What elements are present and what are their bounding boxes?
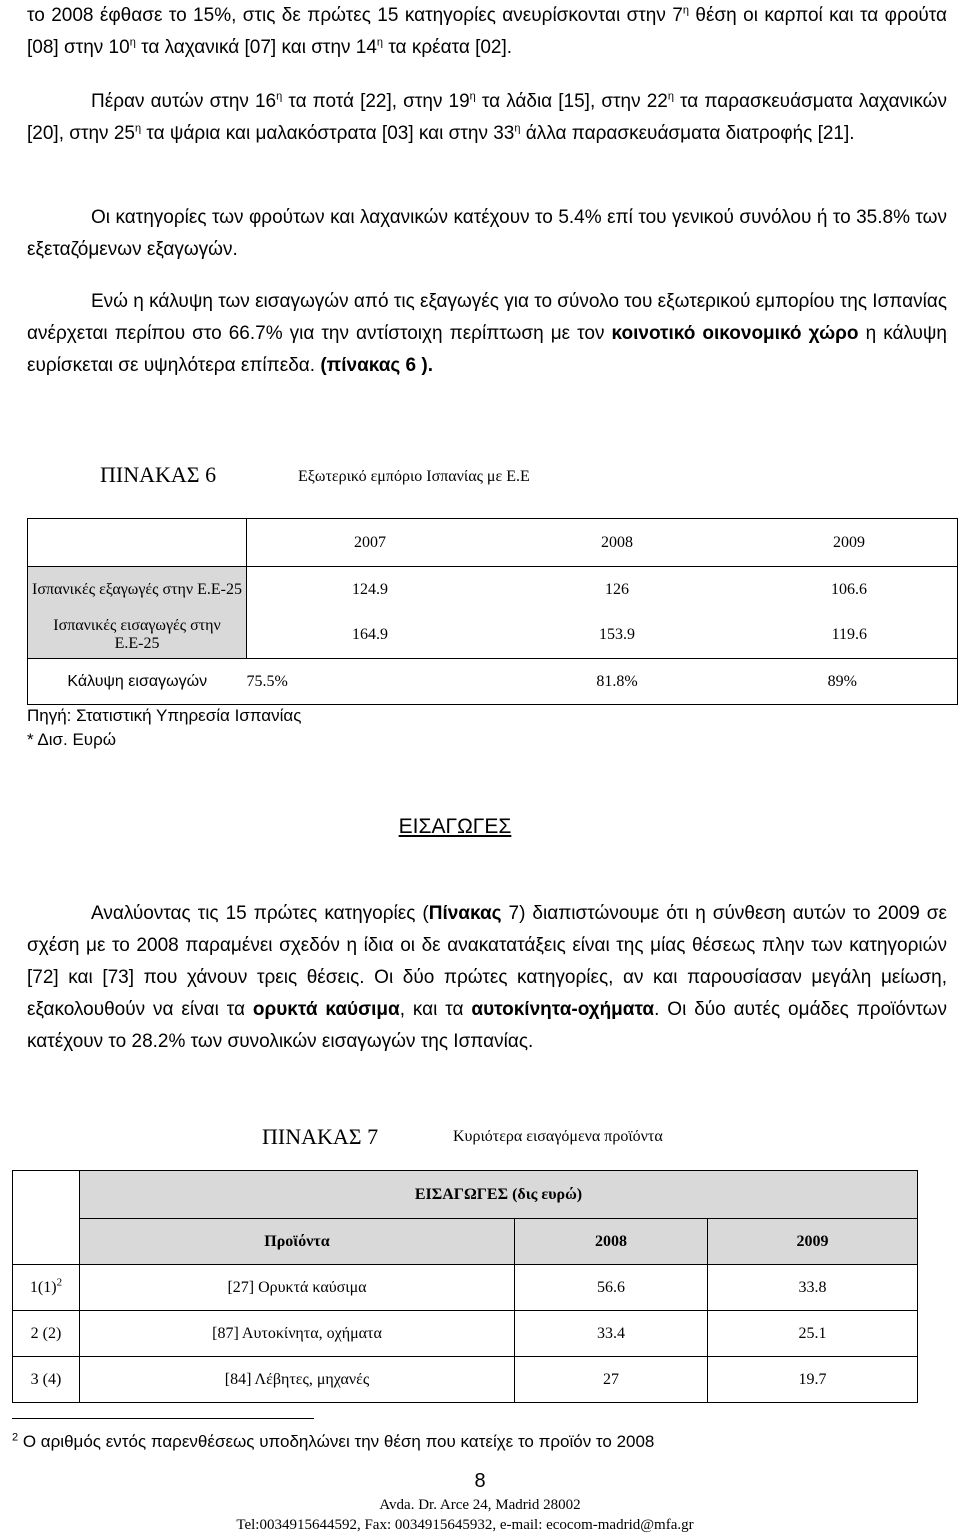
superscript: η: [134, 122, 142, 135]
rank-text: 1(1): [29, 1278, 57, 1296]
superscript: η: [514, 122, 521, 135]
table6-label: ΠΙΝΑΚΑΣ 6: [100, 462, 217, 487]
table7-rank: 3 (4): [13, 1357, 80, 1403]
page-number: 8: [474, 1470, 486, 1492]
table6-row-label: Ισπανικές εξαγωγές στην Ε.Ε-25: [28, 567, 247, 613]
table7-label: ΠΙΝΑΚΑΣ 7: [262, 1124, 379, 1149]
table7-product: [27] Ορυκτά καύσιμα: [80, 1265, 515, 1311]
text: Ενώ η κάλυψη των εισαγωγών από τις εξαγωγές για το σύνολο του εξωτερικού εμπορίου της Ισπανίας ανέρχεται περίπου στο 66.7% για την αντίστοιχη περίπτωση με τον: [27, 291, 947, 344]
table6-coverage-cell: 75.5%: [247, 659, 494, 705]
superscript: η: [682, 4, 689, 17]
footnote-text: Ο αριθμός εντός παρενθέσεως υποδηλώνει την θέση που κατείχε το προϊόν το 2008: [22, 1432, 655, 1451]
text: τα παρασκευάσματα λαχανικών [20], στην 25: [27, 91, 947, 144]
text: τα λάδια [15], στην 22: [475, 91, 668, 112]
table7-empty-cell: [13, 1171, 80, 1219]
table7-col-2009: 2009: [708, 1219, 918, 1265]
superscript: η: [376, 36, 384, 49]
bold-text: Πίνακας: [428, 903, 502, 924]
paragraph-intro: [27, 0, 947, 64]
footer-address: Avda. Dr. Arce 24, Madrid 28002: [379, 1497, 581, 1513]
table7-col-2008: 2008: [515, 1219, 708, 1265]
table6-note: * Δισ. Ευρώ: [27, 730, 117, 749]
table7-value: 25.1: [708, 1311, 918, 1357]
text: τα λαχανικά [07] και στην 14: [135, 37, 377, 58]
text: θέση οι καρποί και τα φρούτα [08] στην 10: [27, 5, 947, 58]
text: , και τα: [399, 999, 472, 1020]
table6: [27, 518, 958, 705]
text: Πέραν αυτών στην 16: [91, 91, 277, 112]
table7-value: 56.6: [515, 1265, 708, 1311]
table7: [12, 1170, 918, 1403]
table6-cell: 124.9: [247, 567, 494, 613]
superscript: η: [469, 90, 476, 103]
footnote-rule: [12, 1418, 314, 1419]
table7-rank: [13, 1265, 80, 1311]
paragraph-fruits: Οι κατηγορίες των φρούτων και λαχανικών κατέχουν το 5.4% επί του γενικού συνόλου ή το 35.8% των εξεταζόμενων εξαγωγών.: [27, 207, 947, 260]
table6-title: Εξωτερικό εμπόριο Ισπανίας με Ε.Ε: [298, 468, 530, 485]
text: τα ποτά [22], στην 19: [282, 91, 470, 112]
table7-value: 27: [515, 1357, 708, 1403]
table6-cell: 164.9: [247, 613, 494, 659]
bold-text: κοινοτικό οικονομικό χώρο: [611, 323, 859, 344]
superscript: η: [667, 90, 674, 103]
paragraph-categories: [27, 86, 947, 150]
text: 7) διαπιστώνουμε ότι η σύνθεση αυτών το 2009 σε σχέση με το 2008 παραμένει σχεδόν η ίδια οι δε ανακατατάξεις είναι της μίας θέσεως πλην των κατηγοριών [72] και [73] που χάνουν τρεις θέσεις. Οι δύο πρώτες κατηγορίες, αν και παρουσίασαν μεγάλη μείωση, εξακολουθούν να είναι τα: [27, 903, 947, 1020]
text: . Οι δύο αυτές ομάδες προϊόντων κατέχουν το 28.2% των συνολικών εισαγωγών της Ισπανίας.: [27, 999, 948, 1052]
text: Αναλύοντας τις 15 πρώτες κατηγορίες (: [91, 903, 429, 924]
text: το 2008 έφθασε το 15%, στις δε πρώτες 15 κατηγορίες ανευρίσκονται στην 7: [27, 5, 683, 26]
table6-source: Πηγή: Στατιστική Υπηρεσία Ισπανίας: [27, 706, 302, 725]
paragraph-coverage: [27, 286, 947, 382]
bold-text: ορυκτά καύσιμα: [252, 999, 400, 1020]
bold-text: αυτοκίνητα-οχήματα: [471, 999, 655, 1020]
table6-coverage-cell: 81.8%: [493, 659, 741, 705]
table7-col-product: Προϊόντα: [80, 1219, 515, 1265]
table6-cell: 126: [605, 580, 629, 598]
table6-cell: 106.6: [741, 567, 958, 613]
superscript: η: [129, 36, 136, 49]
table6-coverage-cell: 89%: [741, 659, 958, 705]
table7-rank: 2 (2): [13, 1311, 80, 1357]
table7-product: [87] Αυτοκίνητα, οχήματα: [80, 1311, 515, 1357]
text: άλλα παρασκευάσματα διατροφής [21].: [520, 123, 855, 144]
table7-empty-cell: [13, 1219, 80, 1265]
text: τα κρέατα [02].: [383, 37, 513, 58]
table6-year: 2007: [247, 519, 494, 567]
table6-cell: 119.6: [741, 613, 958, 659]
footnote-mark: 2: [12, 1431, 19, 1444]
table7-title: Κυριότερα εισαγόμενα προϊόντα: [453, 1128, 663, 1145]
paragraph-imports: [27, 898, 947, 1058]
table6-coverage-label: Κάλυψη εισαγωγών: [28, 659, 247, 705]
table7-header: ΕΙΣΑΓΩΓΕΣ (δις ευρώ): [80, 1171, 918, 1219]
footnote-ref: 2: [56, 1276, 63, 1289]
bold-text: (πίνακας 6 ).: [320, 355, 433, 376]
table7-value: 33.8: [708, 1265, 918, 1311]
text: η κάλυψη ευρίσκεται σε υψηλότερα επίπεδα.: [27, 323, 947, 376]
text: τα ψάρια και μαλακόστρατα [03] και στην 33: [141, 123, 515, 144]
table7-value: 19.7: [708, 1357, 918, 1403]
superscript: η: [276, 90, 283, 103]
footnote: [12, 1432, 654, 1452]
table6-empty-cell: [28, 519, 247, 567]
footer-contact: Tel:0034915644592, Fax: 0034915645932, e-mail: ecocom-madrid@mfa.gr: [236, 1517, 694, 1533]
table7-product: [84] Λέβητες, μηχανές: [80, 1357, 515, 1403]
table6-year: 2008: [493, 519, 741, 567]
imports-heading: ΕΙΣΑΓΩΓΕΣ: [398, 815, 512, 838]
table7-value: 33.4: [515, 1311, 708, 1357]
table6-year: 2009: [741, 519, 958, 567]
table6-row-label: Ισπανικές εισαγωγές στην Ε.Ε-25: [28, 613, 247, 659]
table6-cell: 153.9: [599, 626, 635, 644]
